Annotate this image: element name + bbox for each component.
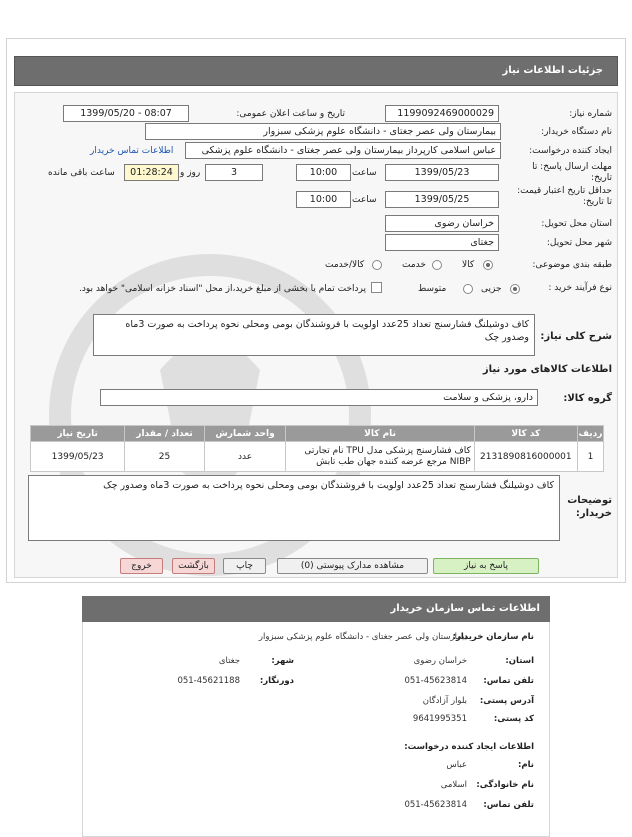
province-field: خراسان رضوی	[385, 215, 499, 232]
reply-button[interactable]: پاسخ به نیاز	[433, 558, 539, 574]
days-label: روز و	[180, 168, 201, 178]
goods-group-field: دارو، پزشکی و سلامت	[100, 389, 538, 406]
exit-button[interactable]: خروج	[120, 558, 163, 574]
validity-time-field: 10:00	[296, 191, 351, 208]
creator-field: عباس اسلامی کارپرداز بیمارستان ولی عصر جغتای - دانشگاه علوم پزشکی	[185, 142, 501, 159]
col-date: تاریخ نیاز	[31, 426, 125, 442]
need-number-label: شماره نیاز:	[569, 109, 612, 119]
contact-postal-label: کد پستی:	[493, 714, 534, 724]
buyer-notes-label: توضیحات خریدار:	[567, 495, 612, 519]
summary-label: شرح کلی نیاز:	[540, 331, 612, 342]
validity-date-field: 1399/05/25	[385, 191, 499, 208]
process-radio-minor[interactable]	[510, 284, 520, 294]
announce-field: 1399/05/20 - 08:07	[63, 105, 189, 122]
buyer-contact-link[interactable]: اطلاعات تماس خریدار	[90, 146, 174, 156]
creator-info-title: اطلاعات ایجاد کننده درخواست:	[404, 742, 534, 752]
table-row	[31, 442, 604, 472]
process-radio-medium[interactable]	[463, 284, 473, 294]
col-name: نام کالا	[286, 426, 474, 442]
contact-card-title: اطلاعات تماس سازمان خریدار	[82, 596, 550, 622]
contact-province-value: خراسان رضوی	[413, 656, 467, 666]
process-minor-label: جزیی	[481, 284, 502, 294]
validity-label: حداقل تاریخ اعتبار قیمت: تا تاریخ:	[517, 186, 612, 207]
creator-family-value: اسلامی	[440, 780, 467, 790]
treasury-payment-checkbox[interactable]	[371, 282, 382, 293]
category-service-label: خدمت	[402, 260, 426, 270]
category-radio-goods-service[interactable]	[372, 260, 382, 270]
contact-address-value: بلوار آزادگان	[422, 696, 467, 706]
contact-org-value: بیمارستان ولی عصر جغتای - دانشگاه علوم پزشکی سبزوار	[258, 632, 467, 642]
contact-fax-label: دورنگار:	[259, 676, 294, 686]
contact-phone-label: تلفن تماس:	[483, 676, 534, 686]
contact-fax-value: 051-45621188	[177, 676, 240, 686]
city-field: جغتای	[385, 234, 499, 251]
announce-label: تاریخ و ساعت اعلان عمومی:	[236, 109, 345, 119]
contact-city-value: جغتای	[218, 656, 240, 666]
col-code: کد کالا	[474, 426, 577, 442]
contact-province-label: استان:	[505, 656, 534, 666]
cell-unit: عدد	[204, 442, 286, 472]
need-number-field: 1199092469000029	[385, 105, 499, 122]
deadline-time-field: 10:00	[296, 164, 351, 181]
contact-org-label: نام سازمان خریدار:	[452, 632, 534, 642]
print-button[interactable]: چاپ	[223, 558, 266, 574]
category-label: طبقه بندی موضوعی:	[532, 260, 612, 270]
contact-postal-value: 9641995351	[412, 714, 467, 724]
remaining-time-field: 01:28:24	[124, 164, 179, 181]
deadline-label: مهلت ارسال پاسخ: تا تاریخ:	[532, 162, 612, 183]
goods-section-title: اطلاعات کالاهای مورد نیاز	[482, 364, 612, 375]
deadline-date-field: 1399/05/23	[385, 164, 499, 181]
page-header: جزئیات اطلاعات نیاز	[14, 56, 618, 86]
creator-name-label: نام:	[517, 760, 534, 770]
goods-table	[30, 425, 604, 472]
remaining-label: ساعت باقی مانده	[48, 168, 115, 178]
contact-address-label: آدرس پستی:	[479, 696, 534, 706]
back-button[interactable]: بازگشت	[172, 558, 215, 574]
treasury-payment-note: پرداخت تمام یا بخشی از مبلغ خرید،از محل "اسناد خزانه اسلامی" خواهد بود.	[78, 284, 366, 294]
summary-field: کاف دوشیلنگ فشارسنج تعداد 25عدد اولویت با فروشندگان بومی ومحلی نحوه پرداخت به صورت 3ماه وصدور چک	[93, 314, 535, 356]
buyer-org-label: نام دستگاه خریدار:	[541, 127, 612, 137]
contact-city-label: شهر:	[271, 656, 294, 666]
cell-date: 1399/05/23	[31, 442, 125, 472]
contact-phone-value: 051-45623814	[404, 676, 467, 686]
col-row: ردیف	[577, 426, 603, 442]
city-label: شهر محل تحویل:	[546, 238, 612, 248]
province-label: استان محل تحویل:	[541, 219, 612, 229]
creator-name-value: عباس	[446, 760, 467, 770]
category-goods-service-label: کالا/خدمت	[325, 260, 365, 270]
view-documents-button[interactable]: مشاهده مدارک پیوستی (0)	[277, 558, 428, 574]
col-qty: تعداد / مقدار	[125, 426, 205, 442]
process-medium-label: متوسط	[418, 284, 447, 294]
category-radio-goods[interactable]	[483, 260, 493, 270]
deadline-time-label: ساعت	[352, 168, 377, 178]
creator-phone-value: 051-45623814	[404, 800, 467, 810]
creator-label: ایجاد کننده درخواست:	[529, 146, 612, 156]
goods-group-label: گروه کالا:	[563, 393, 612, 404]
cell-row: 1	[577, 442, 603, 472]
col-unit: واحد شمارش	[204, 426, 286, 442]
validity-time-label: ساعت	[352, 195, 377, 205]
category-goods-label: کالا	[462, 260, 475, 270]
creator-phone-label: تلفن تماس:	[483, 800, 534, 810]
buyer-org-field: بیمارستان ولی عصر جغتای - دانشگاه علوم پزشکی سبزوار	[145, 123, 501, 140]
process-label: نوع فرآیند خرید :	[548, 283, 612, 293]
cell-name: کاف فشارسنج پزشکی مدل TPU نام تجارتی NIBP مرجع عرضه کننده جهان طب تابش	[286, 442, 474, 472]
goods-table-header	[31, 426, 604, 442]
days-field: 3	[205, 164, 263, 181]
buyer-notes-field: کاف دوشیلنگ فشارسنج تعداد 25عدد اولویت با فروشندگان بومی ومحلی نحوه پرداخت به صورت 3ماه وصدور چک	[28, 475, 560, 541]
cell-code: 2131890816000001	[474, 442, 577, 472]
creator-family-label: نام خانوادگی:	[476, 780, 534, 790]
cell-qty: 25	[125, 442, 205, 472]
category-radio-service[interactable]	[432, 260, 442, 270]
